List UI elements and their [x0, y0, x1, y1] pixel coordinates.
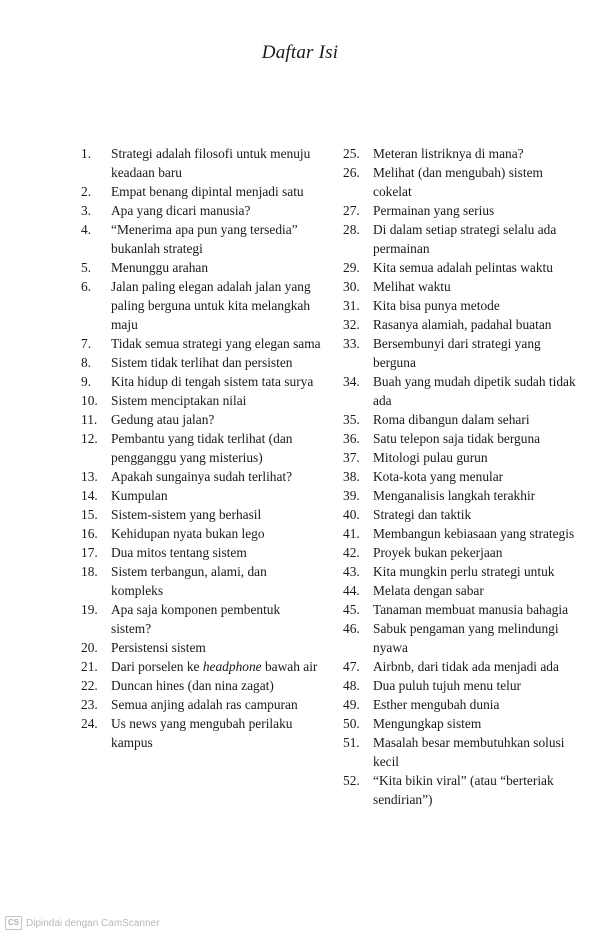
toc-entry	[81, 695, 321, 714]
toc-entry	[343, 581, 583, 600]
toc-entry-title: Semua anjing adalah ras campuran	[111, 697, 298, 712]
toc-entry-title: Kumpulan	[111, 488, 168, 503]
toc-entry-title: Membangun kebiasaan yang strategis	[373, 526, 575, 541]
toc-entry-title: Tidak semua strategi yang elegan sama	[111, 336, 321, 351]
toc-entry	[343, 429, 583, 448]
toc-entry-number: 38.	[343, 469, 360, 484]
page-title: Daftar Isi	[261, 42, 339, 63]
toc-entry-title: Melihat waktu	[373, 279, 451, 294]
toc-entry	[343, 714, 583, 733]
toc-entry-title-part: bawah air	[261, 659, 318, 674]
toc-entry-title-part: Dari porselen ke	[111, 659, 203, 674]
toc-entry	[81, 562, 321, 600]
toc-entry-title: Airbnb, dari tidak ada menjadi ada	[373, 659, 559, 674]
toc-entry	[343, 144, 583, 163]
toc-entry-title: Permainan yang serius	[373, 203, 495, 218]
toc-entry	[343, 467, 583, 486]
toc-entry-number: 18.	[81, 564, 98, 579]
toc-entry	[81, 467, 321, 486]
toc-entry-title: Jalan paling elegan adalah jalan yang paling berguna untuk kita melangkah maju	[111, 279, 311, 332]
toc-entry-title: Buah yang mudah dipetik sudah tidak ada	[373, 374, 576, 408]
toc-entry-number: 31.	[343, 298, 360, 313]
toc-entry-title: Kita mungkin perlu strategi untuk	[373, 564, 555, 579]
toc-entry-number: 43.	[343, 564, 360, 579]
toc-entry-title: “Kita bikin viral” (atau “berteriak sendirian”)	[373, 773, 554, 807]
toc-entry-number: 20.	[81, 640, 98, 655]
toc-column-right	[343, 144, 583, 809]
toc-entry-title: Mengungkap sistem	[373, 716, 482, 731]
scanner-watermark	[5, 916, 159, 930]
toc-entry	[81, 410, 321, 429]
toc-entry-number: 13.	[81, 469, 98, 484]
toc-entry	[81, 182, 321, 201]
toc-entry	[343, 543, 583, 562]
toc-entry-number: 23.	[81, 697, 98, 712]
toc-entry-title: Kota-kota yang menular	[373, 469, 504, 484]
toc-entry-title: Meteran listriknya di mana?	[373, 146, 524, 161]
toc-entry-number: 24.	[81, 716, 98, 731]
toc-entry-number: 36.	[343, 431, 360, 446]
toc-entry	[343, 277, 583, 296]
toc-entry-title: Us news yang mengubah perilaku kampus	[111, 716, 293, 750]
toc-entry	[81, 334, 321, 353]
toc-entry-number: 4.	[81, 222, 92, 237]
toc-entry	[343, 486, 583, 505]
toc-entry-number: 44.	[343, 583, 360, 598]
toc-entry-number: 51.	[343, 735, 360, 750]
toc-entry-number: 30.	[343, 279, 360, 294]
toc-entry-number: 1.	[81, 146, 92, 161]
toc-entry	[343, 771, 583, 809]
toc-entry	[81, 524, 321, 543]
toc-entry	[81, 543, 321, 562]
toc-entry-number: 42.	[343, 545, 360, 560]
toc-entry	[81, 220, 321, 258]
toc-entry-title: Menunggu arahan	[111, 260, 209, 275]
toc-entry	[81, 638, 321, 657]
toc-entry-title: Kehidupan nyata bukan lego	[111, 526, 265, 541]
toc-entry-title: Apa saja komponen pembentuk sistem?	[111, 602, 281, 636]
toc-entry	[343, 600, 583, 619]
toc-entry	[343, 733, 583, 771]
toc-entry-title: Rasanya alamiah, padahal buatan	[373, 317, 552, 332]
toc-entry	[81, 258, 321, 277]
toc-entry-title: Tanaman membuat manusia bahagia	[373, 602, 569, 617]
toc-entry-title: Apa yang dicari manusia?	[111, 203, 251, 218]
toc-entry-title: Sistem terbangun, alami, dan kompleks	[111, 564, 267, 598]
toc-entry	[343, 448, 583, 467]
toc-entry-title: Kita semua adalah pelintas waktu	[373, 260, 553, 275]
toc-entry	[343, 505, 583, 524]
toc-entry-title: Sistem-sistem yang berhasil	[111, 507, 262, 522]
toc-entry-title: Sistem menciptakan nilai	[111, 393, 247, 408]
toc-entry-number: 29.	[343, 260, 360, 275]
toc-entry-title: Melihat (dan mengubah) sistem cokelat	[373, 165, 543, 199]
toc-entry	[81, 372, 321, 391]
toc-entry	[81, 277, 321, 334]
toc-entry-number: 7.	[81, 336, 92, 351]
toc-entry-number: 19.	[81, 602, 98, 617]
toc-entry-number: 6.	[81, 279, 92, 294]
toc-entry-number: 17.	[81, 545, 98, 560]
toc-entry-title: Esther mengubah dunia	[373, 697, 500, 712]
toc-entry-number: 14.	[81, 488, 98, 503]
toc-entry	[81, 714, 321, 752]
toc-entry-number: 33.	[343, 336, 360, 351]
watermark-text: Dipindai dengan CamScanner	[26, 917, 160, 929]
toc-entry	[343, 258, 583, 277]
toc-entry-title	[111, 657, 321, 676]
toc-entry	[343, 410, 583, 429]
toc-entry-title: Dua puluh tujuh menu telur	[373, 678, 522, 693]
toc-entry-title: Kita bisa punya metode	[373, 298, 500, 313]
toc-entry	[343, 315, 583, 334]
toc-entry-title: Gedung atau jalan?	[111, 412, 215, 427]
toc-entry-number: 34.	[343, 374, 360, 389]
toc-entry-number: 22.	[81, 678, 98, 693]
toc-entry-title: Persistensi sistem	[111, 640, 206, 655]
toc-entry-number: 28.	[343, 222, 360, 237]
toc-entry	[343, 372, 583, 410]
toc-entry	[343, 619, 583, 657]
toc-entry-title-emphasis: headphone	[202, 659, 262, 674]
toc-entry-number: 49.	[343, 697, 360, 712]
toc-entry-number: 8.	[81, 355, 92, 370]
toc-entry-title: Apakah sungainya sudah terlihat?	[111, 469, 293, 484]
toc-entry-number: 32.	[343, 317, 360, 332]
toc-entry	[81, 657, 321, 676]
toc-entry	[343, 163, 583, 201]
toc-entry-number: 37.	[343, 450, 360, 465]
toc-entry	[343, 334, 583, 372]
toc-entry-title: Satu telepon saja tidak berguna	[373, 431, 541, 446]
toc-entry-number: 12.	[81, 431, 98, 446]
toc-entry-number: 45.	[343, 602, 360, 617]
toc-entry-title: “Menerima apa pun yang tersedia” bukanlah strategi	[111, 222, 298, 256]
toc-entry-number: 16.	[81, 526, 98, 541]
toc-entry-number: 5.	[81, 260, 92, 275]
toc-entry-title: Duncan hines (dan nina zagat)	[111, 678, 274, 693]
toc-entry-title: Bersembunyi dari strategi yang berguna	[373, 336, 541, 370]
toc-entry-title: Strategi adalah filosofi untuk menuju keadaan baru	[111, 146, 311, 180]
toc-entry-number: 50.	[343, 716, 360, 731]
toc-entry-title: Kita hidup di tengah sistem tata surya	[111, 374, 314, 389]
toc-entry	[81, 391, 321, 410]
toc-entry-title: Melata dengan sabar	[373, 583, 484, 598]
toc-entry-title: Dua mitos tentang sistem	[111, 545, 247, 560]
toc-entry-number: 47.	[343, 659, 360, 674]
toc-entry-number: 41.	[343, 526, 360, 541]
toc-entry-number: 46.	[343, 621, 360, 636]
toc-entry-number: 9.	[81, 374, 92, 389]
toc-entry-number: 40.	[343, 507, 360, 522]
toc-entry	[343, 296, 583, 315]
toc-entry-title: Pembantu yang tidak terlihat (dan pengganggu yang misterius)	[111, 431, 293, 465]
toc-entry	[343, 676, 583, 695]
toc-entry-number: 15.	[81, 507, 98, 522]
toc-entry	[81, 676, 321, 695]
toc-entry-number: 26.	[343, 165, 360, 180]
toc-entry-title: Empat benang dipintal menjadi satu	[111, 184, 304, 199]
toc-entry-title: Mitologi pulau gurun	[373, 450, 488, 465]
toc-entry	[81, 353, 321, 372]
toc-entry-title: Strategi dan taktik	[373, 507, 472, 522]
toc-entry	[343, 562, 583, 581]
toc-entry-title: Sabuk pengaman yang melindungi nyawa	[373, 621, 559, 655]
toc-entry	[81, 144, 321, 182]
toc-entry-title: Menganalisis langkah terakhir	[373, 488, 536, 503]
toc-entry-number: 27.	[343, 203, 360, 218]
toc-entry	[81, 600, 321, 638]
toc-entry-title: Masalah besar membutuhkan solusi kecil	[373, 735, 565, 769]
toc-entry-title: Roma dibangun dalam sehari	[373, 412, 530, 427]
toc-entry-number: 35.	[343, 412, 360, 427]
toc-column-left	[81, 144, 321, 752]
toc-entry-title: Sistem tidak terlihat dan persisten	[111, 355, 293, 370]
toc-entry-number: 52.	[343, 773, 360, 788]
toc-entry-number: 48.	[343, 678, 360, 693]
toc-entry	[81, 429, 321, 467]
toc-entry	[81, 505, 321, 524]
toc-entry-title: Di dalam setiap strategi selalu ada permainan	[373, 222, 557, 256]
toc-entry-title: Proyek bukan pekerjaan	[373, 545, 503, 560]
toc-entry	[343, 657, 583, 676]
toc-entry	[343, 220, 583, 258]
toc-entry	[343, 524, 583, 543]
toc-entry-number: 21.	[81, 659, 98, 674]
toc-entry-number: 10.	[81, 393, 98, 408]
toc-entry-number: 25.	[343, 146, 360, 161]
toc-entry-number: 11.	[81, 412, 98, 427]
toc-entry	[81, 201, 321, 220]
toc-entry	[81, 486, 321, 505]
toc-entry	[343, 695, 583, 714]
camscanner-logo-icon: CS	[5, 916, 22, 930]
toc-entry	[343, 201, 583, 220]
toc-entry-number: 3.	[81, 203, 92, 218]
toc-entry-number: 2.	[81, 184, 92, 199]
toc-entry-number: 39.	[343, 488, 360, 503]
